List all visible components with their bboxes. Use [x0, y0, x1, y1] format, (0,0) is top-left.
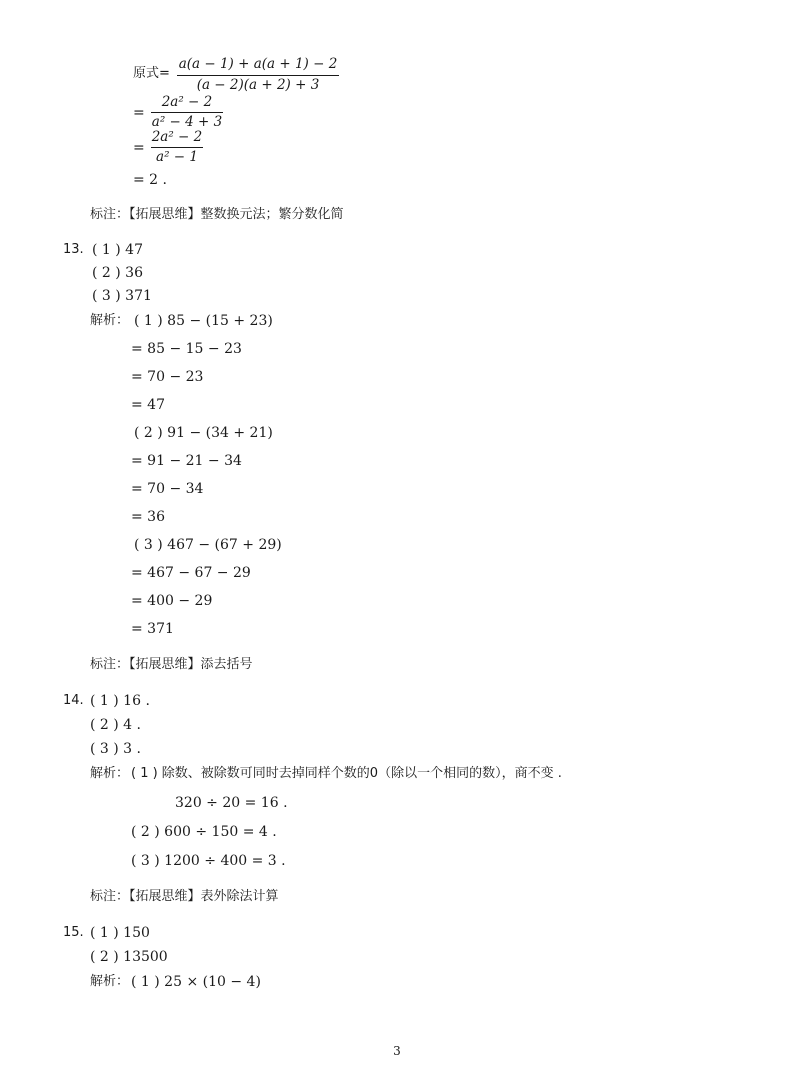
fraction-2-bar: [151, 112, 223, 113]
q13-step: ( 1 ) 85 − (15 + 23): [134, 313, 273, 329]
fraction-3-denominator: a² − 1: [156, 149, 198, 165]
fraction-2: [151, 94, 223, 134]
fraction-2-numerator: 2a² − 2: [161, 94, 213, 110]
q13-note: 标注：【拓展思维】添去括号: [90, 657, 253, 672]
q13-step: = 47: [131, 397, 165, 413]
q14-answer-1: ( 1 ) 16 .: [90, 693, 150, 709]
fraction-3-numerator: 2a² − 2: [151, 129, 203, 145]
q13-number: 13.: [63, 242, 84, 257]
fraction-3-bar: [151, 147, 203, 148]
q13-step: ( 3 ) 467 − (67 + 29): [134, 537, 282, 553]
q13-step: = 400 − 29: [131, 593, 213, 609]
q13-step: = 36: [131, 509, 165, 525]
q15-step-1: ( 1 ) 25 × (10 − 4): [131, 974, 261, 990]
final-result: = 2 .: [133, 172, 167, 188]
fraction-1: [177, 56, 339, 96]
q14-analysis-label: 解析：: [90, 766, 130, 781]
original-expression-label: 原式=: [133, 66, 170, 81]
q14-calc-3: ( 3 ) 1200 ÷ 400 = 3 .: [131, 853, 286, 869]
equals-sign-3: =: [133, 140, 145, 156]
fraction-1-bar: [177, 75, 339, 76]
q12-note: 标注：【拓展思维】整数换元法；繁分数化简: [90, 207, 344, 222]
q13-analysis-label: 解析：: [90, 313, 130, 328]
q14-number: 14.: [63, 693, 84, 708]
q15-answer-2: ( 2 ) 13500: [90, 949, 168, 965]
q13-step: = 467 − 67 − 29: [131, 565, 251, 581]
q15-answer-1: ( 1 ) 150: [90, 925, 150, 941]
equals-sign-2: =: [133, 105, 145, 121]
q14-analysis-text: ( 1 ) 除数、被除数可同时去掉同样个数的0（除以一个相同的数），商不变 .: [131, 766, 562, 781]
q14-note: 标注：【拓展思维】表外除法计算: [90, 889, 279, 904]
q13-step: = 70 − 34: [131, 481, 204, 497]
q14-answer-3: ( 3 ) 3 .: [90, 741, 141, 757]
q13-answer-1: ( 1 ) 47: [92, 242, 143, 258]
q15-number: 15.: [63, 925, 84, 940]
fraction-2-denominator: a² − 4 + 3: [151, 114, 223, 130]
q14-calc-2: ( 2 ) 600 ÷ 150 = 4 .: [131, 824, 277, 840]
fraction-1-numerator: a(a − 1) + a(a + 1) − 2: [178, 56, 338, 72]
q13-step: ( 2 ) 91 − (34 + 21): [134, 425, 273, 441]
q15-analysis-label: 解析：: [90, 974, 130, 989]
page-number: 3: [393, 1044, 401, 1058]
q13-step: = 70 − 23: [131, 369, 204, 385]
q13-step: = 371: [131, 621, 174, 637]
q13-answer-2: ( 2 ) 36: [92, 265, 143, 281]
q13-answer-3: ( 3 ) 371: [92, 288, 152, 304]
fraction-3: [151, 129, 203, 169]
q14-answer-2: ( 2 ) 4 .: [90, 717, 141, 733]
q14-calc-1: 320 ÷ 20 = 16 .: [175, 795, 288, 811]
q13-step: = 91 − 21 − 34: [131, 453, 242, 469]
fraction-1-denominator: (a − 2)(a + 2) + 3: [196, 77, 320, 93]
q13-step: = 85 − 15 − 23: [131, 341, 242, 357]
